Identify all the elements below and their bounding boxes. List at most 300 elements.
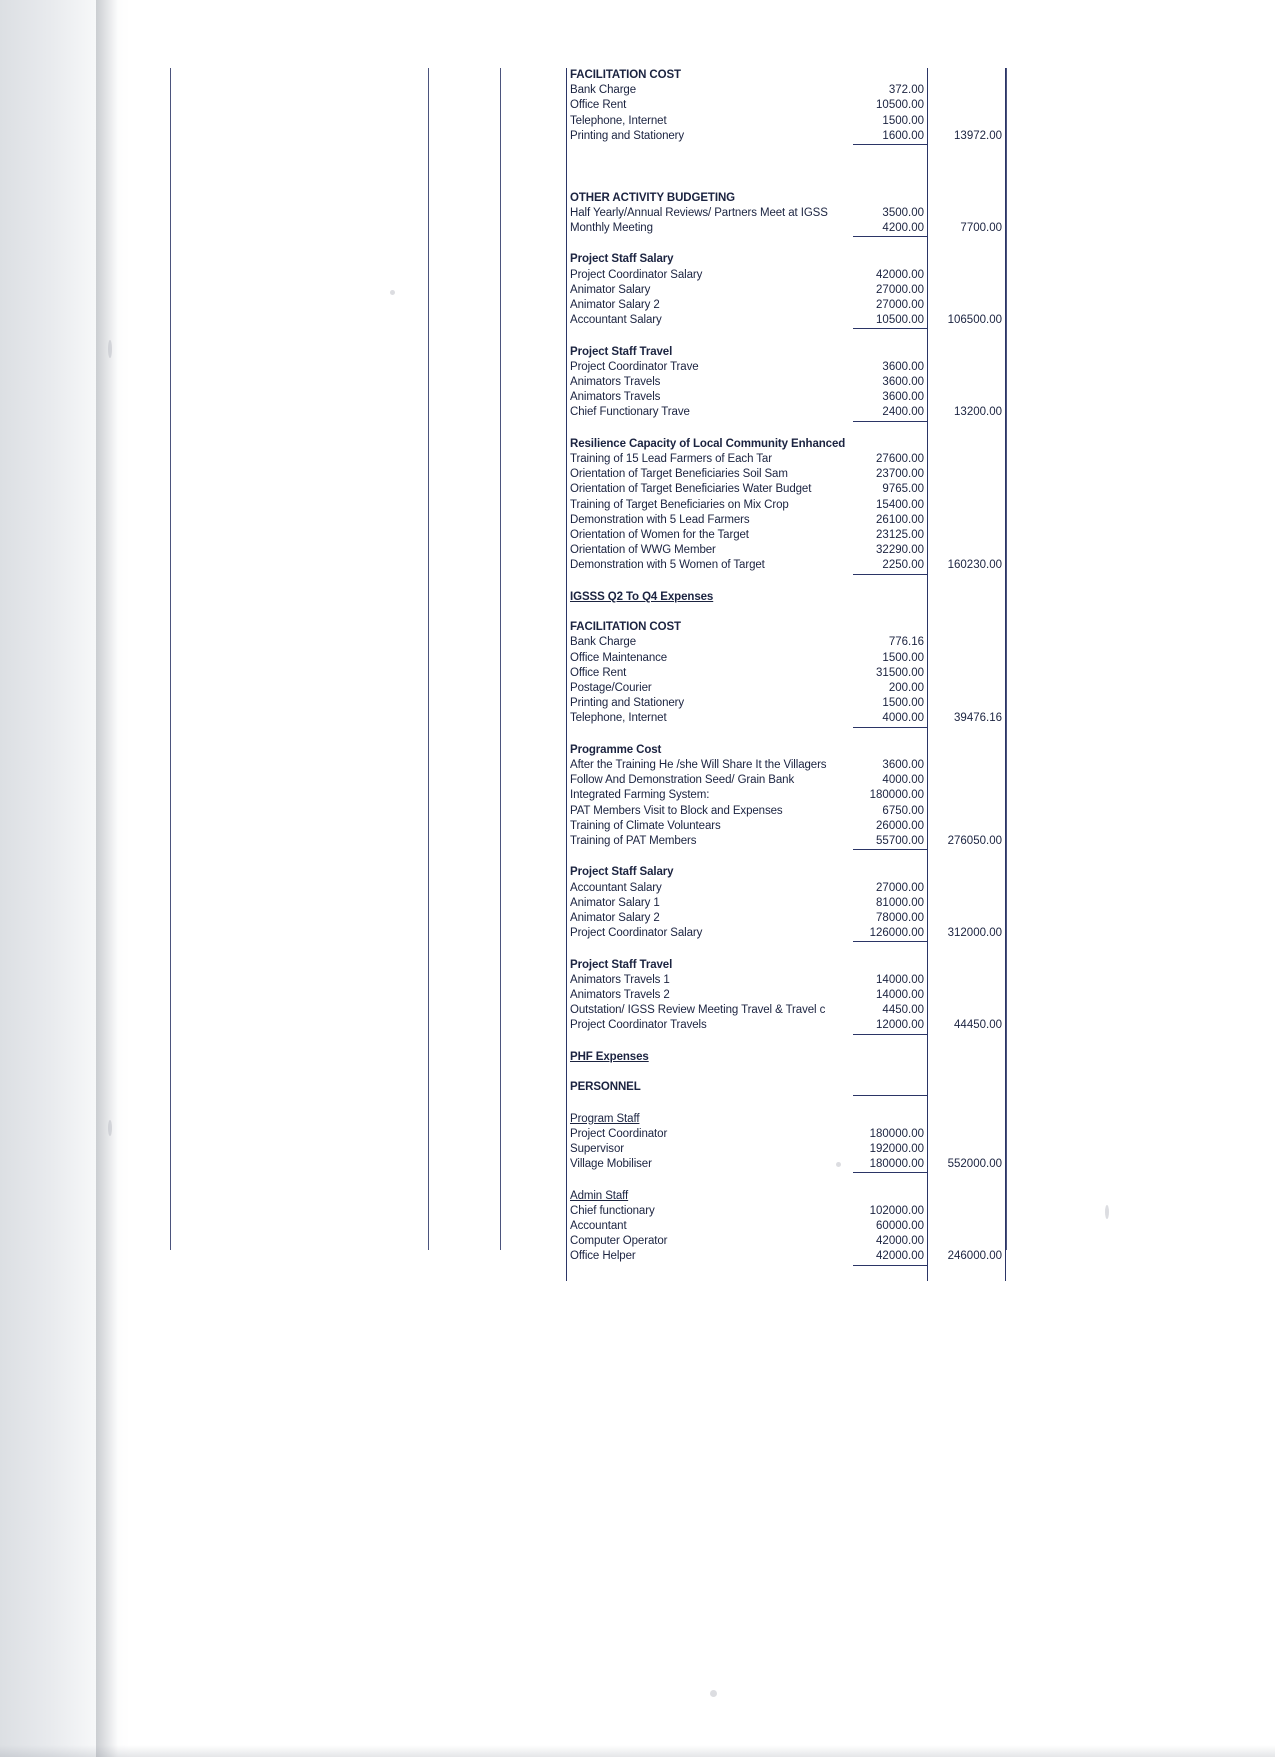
cell-description: Village Mobiliser <box>567 1157 853 1173</box>
cell-total <box>928 804 1006 819</box>
table-row <box>567 773 1006 788</box>
table-row <box>567 1003 1006 1018</box>
cell-amount: 12000.00 <box>853 1018 928 1034</box>
table-row <box>567 313 1006 329</box>
table-row <box>567 850 1006 866</box>
cell-amount: 23125.00 <box>853 528 928 543</box>
cell-total <box>928 1080 1006 1096</box>
cell-description: Demonstration with 5 Women of Target <box>567 558 853 574</box>
cell-description <box>567 1265 853 1281</box>
cell-description: Training of Target Beneficiaries on Mix Crop <box>567 498 853 513</box>
table-row <box>567 360 1006 375</box>
cell-amount: 1600.00 <box>853 129 928 145</box>
table-row <box>567 513 1006 528</box>
table-row <box>567 727 1006 743</box>
cell-description <box>567 160 853 175</box>
ledger-grid <box>566 68 1006 1281</box>
cell-description: Office Helper <box>567 1249 853 1265</box>
table-row <box>567 696 1006 711</box>
cell-total <box>928 98 1006 113</box>
cell-amount: 2400.00 <box>853 405 928 421</box>
cell-amount: 180000.00 <box>853 1157 928 1173</box>
table-row <box>567 467 1006 482</box>
cell-description <box>567 1065 853 1080</box>
cell-total <box>928 651 1006 666</box>
cell-description: Resilience Capacity of Local Community Enhanced <box>567 437 853 452</box>
cell-total: 39476.16 <box>928 711 1006 727</box>
cell-description: Project Coordinator Travels <box>567 1018 853 1034</box>
table-row <box>567 437 1006 452</box>
cell-amount: 102000.00 <box>853 1204 928 1219</box>
table-row <box>567 298 1006 313</box>
cell-total <box>928 482 1006 497</box>
table-row <box>567 620 1006 635</box>
cell-total <box>928 574 1006 590</box>
table-row <box>567 252 1006 267</box>
cell-total <box>928 696 1006 711</box>
table-row <box>567 896 1006 911</box>
ruled-line-3 <box>500 68 501 1250</box>
cell-amount <box>853 252 928 267</box>
cell-amount <box>853 850 928 866</box>
cell-description: Computer Operator <box>567 1234 853 1249</box>
cell-total <box>928 375 1006 390</box>
cell-total <box>928 1173 1006 1189</box>
table-row <box>567 129 1006 145</box>
cell-description: Animator Salary 1 <box>567 896 853 911</box>
cell-description: Bank Charge <box>567 83 853 98</box>
cell-amount: 192000.00 <box>853 1142 928 1157</box>
cell-description: Project Coordinator Salary <box>567 268 853 283</box>
cell-amount <box>853 175 928 190</box>
table-row <box>567 68 1006 83</box>
table-row <box>567 1050 1006 1065</box>
table-row <box>567 1249 1006 1265</box>
cell-description <box>567 590 853 605</box>
cell-amount: 26100.00 <box>853 513 928 528</box>
cell-total <box>928 743 1006 758</box>
cell-amount: 55700.00 <box>853 834 928 850</box>
cell-amount <box>853 421 928 437</box>
cell-total <box>928 329 1006 345</box>
cell-description <box>567 1096 853 1112</box>
cell-total <box>928 68 1006 83</box>
cell-amount <box>853 743 928 758</box>
table-row <box>567 175 1006 190</box>
cell-amount: 1500.00 <box>853 651 928 666</box>
cell-total <box>928 252 1006 267</box>
cell-amount: 26000.00 <box>853 819 928 834</box>
cell-amount <box>853 1080 928 1096</box>
table-row <box>567 390 1006 405</box>
table-row <box>567 191 1006 206</box>
cell-total <box>928 268 1006 283</box>
cell-total <box>928 513 1006 528</box>
scan-left-edge <box>0 0 96 1757</box>
cell-description: Project Staff Salary <box>567 252 853 267</box>
cell-description: Project Staff Salary <box>567 865 853 880</box>
table-row <box>567 482 1006 497</box>
table-row <box>567 1034 1006 1050</box>
table-row <box>567 834 1006 850</box>
table-row <box>567 1096 1006 1112</box>
cell-description-text: PHF Expenses <box>570 1050 649 1063</box>
cell-total <box>928 819 1006 834</box>
table-row <box>567 988 1006 1003</box>
cell-amount <box>853 1050 928 1065</box>
cell-description <box>567 237 853 253</box>
cell-total: 276050.00 <box>928 834 1006 850</box>
cell-amount: 14000.00 <box>853 973 928 988</box>
cell-amount: 3500.00 <box>853 206 928 221</box>
cell-description: Animators Travels <box>567 390 853 405</box>
table-row <box>567 1173 1006 1189</box>
cell-total <box>928 1034 1006 1050</box>
cell-amount <box>853 237 928 253</box>
cell-description: Follow And Demonstration Seed/ Grain Bank <box>567 773 853 788</box>
cell-amount: 6750.00 <box>853 804 928 819</box>
table-row <box>567 329 1006 345</box>
cell-total: 106500.00 <box>928 313 1006 329</box>
cell-total <box>928 283 1006 298</box>
cell-description: Bank Charge <box>567 635 853 650</box>
cell-total: 13972.00 <box>928 129 1006 145</box>
table-row <box>567 498 1006 513</box>
cell-amount: 180000.00 <box>853 1127 928 1142</box>
cell-total <box>928 758 1006 773</box>
table-row <box>567 375 1006 390</box>
cell-amount: 27000.00 <box>853 298 928 313</box>
table-row <box>567 865 1006 880</box>
cell-amount: 27000.00 <box>853 881 928 896</box>
cell-amount <box>853 145 928 161</box>
cell-total <box>928 942 1006 958</box>
cell-amount: 32290.00 <box>853 543 928 558</box>
cell-total <box>928 620 1006 635</box>
cell-total <box>928 175 1006 190</box>
table-row <box>567 788 1006 803</box>
scan-artifact <box>108 1120 112 1136</box>
cell-amount: 31500.00 <box>853 666 928 681</box>
cell-total <box>928 437 1006 452</box>
cell-amount: 4000.00 <box>853 773 928 788</box>
cell-amount: 42000.00 <box>853 268 928 283</box>
cell-description: Telephone, Internet <box>567 114 853 129</box>
cell-description: Postage/Courier <box>567 681 853 696</box>
cell-total <box>928 727 1006 743</box>
cell-amount: 180000.00 <box>853 788 928 803</box>
cell-total <box>928 788 1006 803</box>
cell-description: Accountant Salary <box>567 313 853 329</box>
table-row <box>567 1018 1006 1034</box>
cell-amount <box>853 1034 928 1050</box>
cell-amount: 2250.00 <box>853 558 928 574</box>
table-row <box>567 1080 1006 1096</box>
cell-total <box>928 1065 1006 1080</box>
cell-total <box>928 298 1006 313</box>
cell-amount: 60000.00 <box>853 1219 928 1234</box>
cell-total <box>928 452 1006 467</box>
table-row <box>567 635 1006 650</box>
ruled-line-4 <box>1006 68 1007 1250</box>
table-row <box>567 221 1006 237</box>
cell-total <box>928 911 1006 926</box>
cell-total <box>928 145 1006 161</box>
cell-amount: 78000.00 <box>853 911 928 926</box>
cell-description: Chief Functionary Trave <box>567 405 853 421</box>
cell-total: 160230.00 <box>928 558 1006 574</box>
cell-amount: 23700.00 <box>853 467 928 482</box>
cell-description: FACILITATION COST <box>567 620 853 635</box>
cell-amount <box>853 1096 928 1112</box>
cell-description <box>567 942 853 958</box>
table-row <box>567 605 1006 620</box>
table-row <box>567 421 1006 437</box>
cell-amount: 4450.00 <box>853 1003 928 1018</box>
cell-description: Project Coordinator Salary <box>567 926 853 942</box>
cell-total: 44450.00 <box>928 1018 1006 1034</box>
cell-amount: 1500.00 <box>853 696 928 711</box>
cell-description: Project Staff Travel <box>567 345 853 360</box>
table-row <box>567 1234 1006 1249</box>
cell-description <box>567 329 853 345</box>
cell-amount <box>853 942 928 958</box>
cell-description: Chief functionary <box>567 1204 853 1219</box>
cell-description: Orientation of Target Beneficiaries Soil Sam <box>567 467 853 482</box>
cell-description <box>567 1034 853 1050</box>
cell-description: Animators Travels 2 <box>567 988 853 1003</box>
cell-total <box>928 681 1006 696</box>
table-row <box>567 1112 1006 1127</box>
cell-description: Project Staff Travel <box>567 958 853 973</box>
cell-total <box>928 191 1006 206</box>
table-row <box>567 958 1006 973</box>
scan-binding-shadow <box>96 0 118 1757</box>
cell-total <box>928 390 1006 405</box>
table-row <box>567 543 1006 558</box>
cell-total <box>928 206 1006 221</box>
cell-total <box>928 1234 1006 1249</box>
cell-amount <box>853 1112 928 1127</box>
table-row <box>567 1204 1006 1219</box>
table-row <box>567 268 1006 283</box>
cell-total <box>928 543 1006 558</box>
cell-description: Project Coordinator <box>567 1127 853 1142</box>
cell-total <box>928 988 1006 1003</box>
cell-description-text: Admin Staff <box>570 1189 629 1202</box>
cell-description: Accountant Salary <box>567 881 853 896</box>
cell-description: Orientation of Women for the Target <box>567 528 853 543</box>
table-row <box>567 114 1006 129</box>
budget-ledger-table <box>566 68 1006 1281</box>
table-row <box>567 926 1006 942</box>
cell-description: Monthly Meeting <box>567 221 853 237</box>
cell-amount: 776.16 <box>853 635 928 650</box>
cell-total <box>928 973 1006 988</box>
cell-description <box>567 1173 853 1189</box>
cell-description: After the Training He /she Will Share It the Villagers <box>567 758 853 773</box>
cell-total <box>928 360 1006 375</box>
scan-artifact <box>390 290 395 295</box>
table-row <box>567 98 1006 113</box>
cell-total <box>928 421 1006 437</box>
cell-description <box>567 175 853 190</box>
table-row <box>567 651 1006 666</box>
cell-description: Accountant <box>567 1219 853 1234</box>
cell-amount <box>853 1065 928 1080</box>
cell-total <box>928 1142 1006 1157</box>
scan-artifact <box>710 1690 717 1697</box>
cell-total: 246000.00 <box>928 1249 1006 1265</box>
cell-description: Animator Salary 2 <box>567 911 853 926</box>
table-row <box>567 1219 1006 1234</box>
cell-total <box>928 1127 1006 1142</box>
cell-description: Telephone, Internet <box>567 711 853 727</box>
cell-total: 7700.00 <box>928 221 1006 237</box>
cell-amount <box>853 68 928 83</box>
table-row <box>567 881 1006 896</box>
cell-total: 552000.00 <box>928 1157 1006 1173</box>
cell-description: Outstation/ IGSS Review Meeting Travel & Travel c <box>567 1003 853 1018</box>
cell-description: Training of 15 Lead Farmers of Each Tar <box>567 452 853 467</box>
cell-total <box>928 498 1006 513</box>
cell-description: Animators Travels <box>567 375 853 390</box>
scan-bottom-shadow <box>0 1745 1275 1757</box>
cell-amount: 4000.00 <box>853 711 928 727</box>
cell-description: Office Maintenance <box>567 651 853 666</box>
table-row <box>567 558 1006 574</box>
cell-description: FACILITATION COST <box>567 68 853 83</box>
cell-description: Animator Salary 2 <box>567 298 853 313</box>
table-row <box>567 160 1006 175</box>
cell-total <box>928 83 1006 98</box>
cell-description <box>567 1189 853 1204</box>
cell-amount: 14000.00 <box>853 988 928 1003</box>
cell-total <box>928 1265 1006 1281</box>
cell-amount: 126000.00 <box>853 926 928 942</box>
cell-amount: 10500.00 <box>853 98 928 113</box>
cell-amount: 15400.00 <box>853 498 928 513</box>
cell-amount <box>853 1265 928 1281</box>
table-row <box>567 528 1006 543</box>
cell-amount: 1500.00 <box>853 114 928 129</box>
cell-total <box>928 605 1006 620</box>
cell-amount: 3600.00 <box>853 390 928 405</box>
cell-description: PERSONNEL <box>567 1080 853 1096</box>
cell-amount: 27600.00 <box>853 452 928 467</box>
cell-amount <box>853 1173 928 1189</box>
table-row <box>567 452 1006 467</box>
cell-amount: 372.00 <box>853 83 928 98</box>
cell-total <box>928 881 1006 896</box>
scan-artifact <box>1105 1205 1109 1219</box>
cell-total <box>928 773 1006 788</box>
table-row <box>567 1157 1006 1173</box>
cell-description <box>567 574 853 590</box>
cell-amount <box>853 574 928 590</box>
table-row <box>567 911 1006 926</box>
cell-total <box>928 896 1006 911</box>
table-row <box>567 1189 1006 1204</box>
ruled-line-1 <box>170 68 171 1250</box>
cell-amount: 3600.00 <box>853 758 928 773</box>
cell-total <box>928 1096 1006 1112</box>
cell-amount <box>853 590 928 605</box>
table-row <box>567 574 1006 590</box>
cell-amount: 42000.00 <box>853 1249 928 1265</box>
ledger-body <box>567 68 1006 1281</box>
table-row <box>567 1142 1006 1157</box>
cell-total <box>928 528 1006 543</box>
table-row <box>567 206 1006 221</box>
cell-amount: 10500.00 <box>853 313 928 329</box>
cell-total <box>928 1003 1006 1018</box>
cell-total <box>928 958 1006 973</box>
cell-description: Integrated Farming System: <box>567 788 853 803</box>
cell-amount <box>853 1189 928 1204</box>
cell-amount: 200.00 <box>853 681 928 696</box>
table-row <box>567 819 1006 834</box>
cell-amount <box>853 865 928 880</box>
cell-total <box>928 1189 1006 1204</box>
table-row <box>567 711 1006 727</box>
cell-description-text: Program Staff <box>570 1112 640 1125</box>
cell-total <box>928 1050 1006 1065</box>
cell-description: Training of PAT Members <box>567 834 853 850</box>
cell-amount: 27000.00 <box>853 283 928 298</box>
table-row <box>567 1127 1006 1142</box>
table-row <box>567 405 1006 421</box>
cell-amount <box>853 329 928 345</box>
cell-description <box>567 145 853 161</box>
cell-total: 312000.00 <box>928 926 1006 942</box>
cell-description: Office Rent <box>567 98 853 113</box>
cell-total <box>928 467 1006 482</box>
cell-description: OTHER ACTIVITY BUDGETING <box>567 191 853 206</box>
cell-amount <box>853 160 928 175</box>
cell-amount: 42000.00 <box>853 1234 928 1249</box>
cell-amount: 3600.00 <box>853 360 928 375</box>
table-row <box>567 681 1006 696</box>
cell-total <box>928 1219 1006 1234</box>
table-row <box>567 743 1006 758</box>
cell-amount <box>853 620 928 635</box>
cell-description: Animator Salary <box>567 283 853 298</box>
cell-total: 13200.00 <box>928 405 1006 421</box>
cell-amount <box>853 345 928 360</box>
cell-total <box>928 237 1006 253</box>
table-row <box>567 804 1006 819</box>
table-row <box>567 590 1006 605</box>
cell-description: Office Rent <box>567 666 853 681</box>
table-row <box>567 1065 1006 1080</box>
cell-description: Project Coordinator Trave <box>567 360 853 375</box>
cell-description: Printing and Stationery <box>567 129 853 145</box>
table-row <box>567 145 1006 161</box>
table-row <box>567 283 1006 298</box>
cell-amount: 9765.00 <box>853 482 928 497</box>
cell-total <box>928 160 1006 175</box>
cell-description <box>567 1050 853 1065</box>
cell-description: Supervisor <box>567 1142 853 1157</box>
cell-description <box>567 421 853 437</box>
cell-total <box>928 345 1006 360</box>
cell-description: Orientation of Target Beneficiaries Water Budget <box>567 482 853 497</box>
cell-description: Programme Cost <box>567 743 853 758</box>
cell-description <box>567 727 853 743</box>
cell-description-text: IGSSS Q2 To Q4 Expenses <box>570 590 714 603</box>
cell-description: Demonstration with 5 Lead Farmers <box>567 513 853 528</box>
